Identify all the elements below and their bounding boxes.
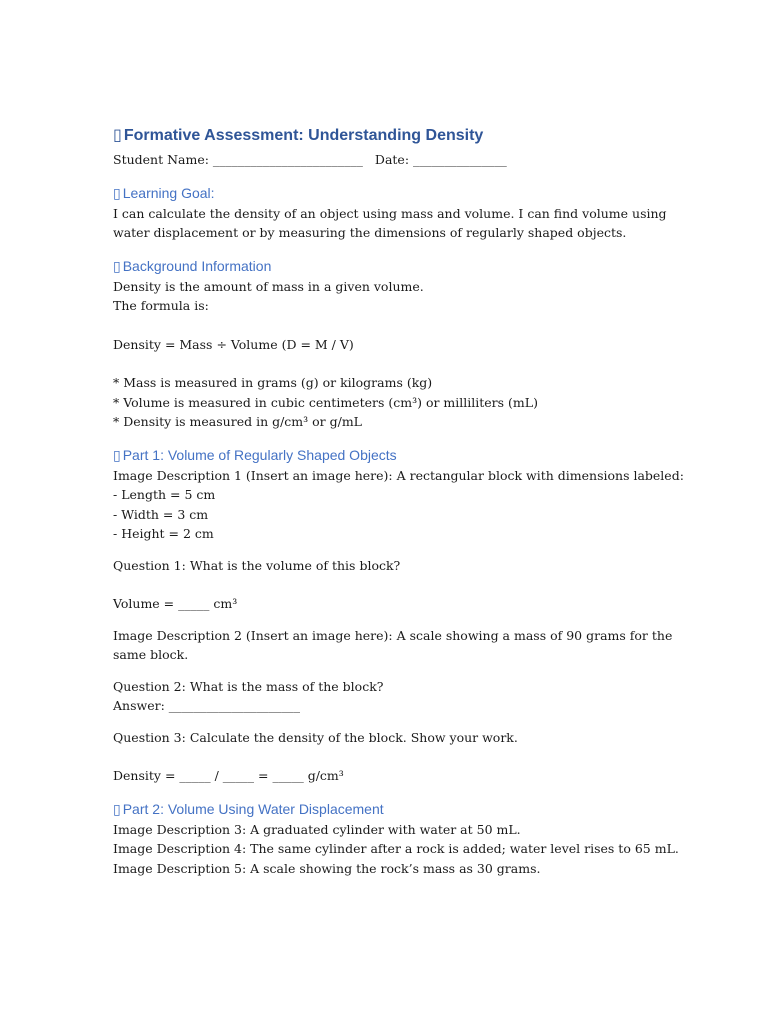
learning-goal-line-1: I can calculate the density of an object using mass and volume. I can find volume using	[113, 205, 667, 221]
background-line-1: Density is the amount of mass in a given volume.	[113, 278, 424, 294]
image-description-3: Image Description 3: A graduated cylinder with water at 50 mL.	[113, 821, 521, 837]
part2-heading	[113, 798, 673, 820]
date-field: Date: _______________	[374, 152, 507, 167]
background-heading	[113, 255, 673, 277]
learning-goal-heading-text: Learning Goal:	[122, 184, 215, 201]
density-answer-line: Density = _____ / _____ = _____ g/cm³	[113, 768, 344, 783]
bullet-density: * Density is measured in g/cm³ or g/mL	[113, 414, 362, 429]
missing-glyph-icon: ▯	[113, 446, 121, 463]
dimension-length: - Length = 5 cm	[113, 487, 216, 502]
background-line-2: The formula is:	[113, 298, 209, 313]
bullet-mass: * Mass is measured in grams (g) or kilograms (kg)	[113, 375, 433, 390]
density-formula: Density = Mass ÷ Volume (D = M / V)	[113, 336, 354, 352]
image-description-1: Image Description 1 (Insert an image here): A rectangular block with dimensions labeled:	[113, 467, 684, 483]
image-description-2-line-1: Image Description 2 (Insert an image here): A scale showing a mass of 90 grams for the	[113, 627, 673, 643]
student-name-field: Student Name: ________________________	[113, 152, 363, 167]
question-2: Question 2: What is the mass of the block?	[113, 678, 384, 694]
document-title	[113, 124, 673, 148]
document-page	[113, 124, 684, 878]
bullet-volume: * Volume is measured in cubic centimeters (cm³) or milliliters (mL)	[113, 394, 538, 410]
document-title-text: Formative Assessment: Understanding Density	[123, 127, 484, 144]
part1-heading-text: Part 1: Volume of Regularly Shaped Objects	[122, 446, 397, 463]
question-1: Question 1: What is the volume of this block?	[113, 557, 401, 573]
dimension-width: - Width = 3 cm	[113, 506, 209, 522]
missing-glyph-icon: ▯	[113, 184, 121, 201]
student-info-line	[113, 150, 673, 170]
question-3: Question 3: Calculate the density of the block. Show your work.	[113, 729, 518, 745]
missing-glyph-icon: ▯	[113, 127, 122, 144]
image-description-4: Image Description 4: The same cylinder after a rock is added; water level rises to 65 mL.	[113, 841, 679, 856]
image-description-2-line-2: same block.	[113, 647, 189, 662]
image-description-5: Image Description 5: A scale showing the rock’s mass as 30 grams.	[113, 860, 541, 876]
answer-line: Answer: _____________________	[113, 698, 300, 713]
part1-heading	[113, 444, 673, 466]
missing-glyph-icon: ▯	[113, 257, 121, 274]
dimension-height: - Height = 2 cm	[113, 526, 214, 541]
learning-goal-heading	[113, 182, 673, 204]
missing-glyph-icon: ▯	[113, 800, 121, 817]
part2-heading-text: Part 2: Volume Using Water Displacement	[122, 800, 384, 817]
learning-goal-line-2: water displacement or by measuring the dimensions of regularly shaped objects.	[113, 225, 627, 240]
volume-answer-line: Volume = _____ cm³	[113, 596, 238, 611]
background-heading-text: Background Information	[122, 257, 272, 274]
